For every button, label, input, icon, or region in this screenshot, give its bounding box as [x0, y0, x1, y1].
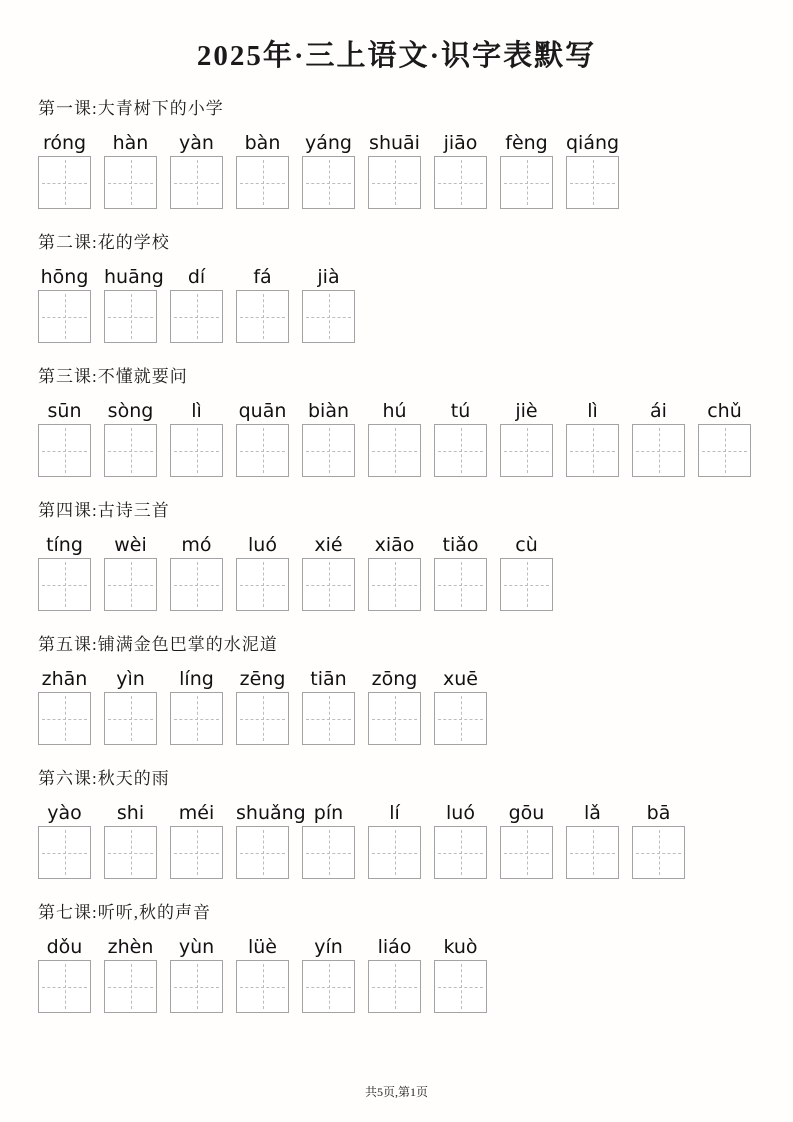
writing-grid-box	[104, 156, 157, 209]
pinyin-label: fá	[253, 266, 272, 289]
pinyin-label: róng	[42, 132, 87, 155]
character-cell	[170, 132, 223, 209]
writing-grid-box	[170, 826, 223, 879]
writing-grid-box	[170, 692, 223, 745]
writing-grid-box	[368, 424, 421, 477]
cell-row	[38, 534, 773, 611]
pinyin-label: yùn	[178, 936, 215, 959]
character-cell	[236, 802, 306, 879]
lesson-section	[38, 98, 773, 209]
writing-grid-box	[302, 826, 355, 879]
writing-grid-box	[38, 290, 91, 343]
cell-row	[38, 266, 773, 343]
pinyin-label: lí	[389, 802, 400, 825]
pinyin-label: méi	[178, 802, 215, 825]
lesson-section	[38, 500, 773, 611]
pinyin-label: xié	[314, 534, 343, 557]
character-cell	[170, 668, 223, 745]
writing-grid-box	[38, 156, 91, 209]
writing-grid-box	[38, 424, 91, 477]
pinyin-label: shuǎng	[236, 802, 306, 825]
pinyin-label: shi	[116, 802, 145, 825]
writing-grid-box	[368, 156, 421, 209]
character-cell	[368, 802, 421, 879]
character-cell	[236, 132, 289, 209]
character-cell	[302, 936, 355, 1013]
pinyin-label: hàn	[112, 132, 149, 155]
pinyin-label: wèi	[114, 534, 147, 557]
character-cell	[566, 400, 619, 477]
character-cell	[434, 400, 487, 477]
character-cell	[368, 534, 421, 611]
character-cell	[632, 400, 685, 477]
lesson-heading: 第四课:古诗三首	[38, 501, 170, 521]
character-cell	[236, 668, 289, 745]
lesson-heading: 第三课:不懂就要问	[38, 367, 188, 387]
character-cell	[38, 668, 91, 745]
writing-grid-box	[302, 424, 355, 477]
pinyin-label: hú	[382, 400, 407, 423]
writing-grid-box	[434, 558, 487, 611]
lesson-section	[38, 634, 773, 745]
lesson-heading: 第五课:铺满金色巴掌的水泥道	[38, 635, 278, 655]
writing-grid-box	[38, 960, 91, 1013]
writing-grid-box	[236, 692, 289, 745]
character-cell	[104, 132, 157, 209]
page-title: 2025年·三上语文·识字表默写	[196, 40, 597, 72]
character-cell	[302, 132, 355, 209]
writing-grid-box	[104, 826, 157, 879]
pinyin-label: yàn	[179, 132, 214, 155]
character-cell	[302, 668, 355, 745]
writing-grid-box	[38, 558, 91, 611]
writing-grid-box	[632, 424, 685, 477]
pinyin-label: huāng	[104, 266, 164, 289]
pinyin-label: mó	[181, 534, 212, 557]
character-cell	[104, 534, 157, 611]
pinyin-label: líng	[179, 668, 214, 691]
lesson-section	[38, 768, 773, 879]
character-cell	[38, 802, 91, 879]
character-cell	[236, 936, 289, 1013]
character-cell	[698, 400, 751, 477]
character-cell	[368, 936, 421, 1013]
character-cell	[434, 802, 487, 879]
lesson-section	[38, 232, 773, 343]
writing-grid-box	[368, 692, 421, 745]
character-cell	[38, 400, 91, 477]
writing-grid-box	[500, 558, 553, 611]
pinyin-label: jiè	[515, 400, 538, 423]
pinyin-label: tú	[450, 400, 471, 423]
writing-grid-box	[632, 826, 685, 879]
character-cell	[236, 266, 289, 343]
writing-grid-box	[104, 424, 157, 477]
pinyin-label: lǎ	[584, 802, 601, 825]
writing-grid-box	[566, 826, 619, 879]
pinyin-label: ái	[650, 400, 667, 423]
cell-row	[38, 936, 773, 1013]
pinyin-label: yín	[314, 936, 343, 959]
character-cell	[38, 266, 91, 343]
character-cell	[236, 534, 289, 611]
writing-grid-box	[368, 960, 421, 1013]
writing-grid-box	[236, 960, 289, 1013]
pinyin-label: qiáng	[566, 132, 620, 155]
pinyin-label: gōu	[508, 802, 545, 825]
writing-grid-box	[104, 558, 157, 611]
writing-grid-box	[236, 558, 289, 611]
sections-container	[0, 98, 793, 1013]
character-cell	[38, 936, 91, 1013]
pinyin-label: lì	[191, 400, 202, 423]
writing-grid-box	[170, 156, 223, 209]
pinyin-label: quān	[238, 400, 287, 423]
writing-grid-box	[434, 424, 487, 477]
pinyin-label: zōng	[371, 668, 418, 691]
pinyin-label: kuò	[443, 936, 478, 959]
writing-grid-box	[434, 960, 487, 1013]
writing-grid-box	[698, 424, 751, 477]
pinyin-label: yáng	[305, 132, 352, 155]
pinyin-label: zhān	[41, 668, 88, 691]
writing-grid-box	[566, 156, 619, 209]
pinyin-label: shuāi	[369, 132, 420, 155]
pinyin-label: zēng	[239, 668, 286, 691]
writing-grid-box	[236, 826, 289, 879]
pinyin-label: pín	[313, 802, 344, 825]
pinyin-label: tiān	[310, 668, 347, 691]
character-cell	[170, 802, 223, 879]
writing-grid-box	[104, 290, 157, 343]
pinyin-label: cù	[515, 534, 538, 557]
writing-grid-box	[236, 156, 289, 209]
pinyin-label: bā	[646, 802, 671, 825]
pinyin-label: tíng	[46, 534, 83, 557]
lesson-heading: 第一课:大青树下的小学	[38, 99, 224, 119]
writing-grid-box	[104, 960, 157, 1013]
character-cell	[632, 802, 685, 879]
pinyin-label: bàn	[244, 132, 281, 155]
character-cell	[170, 266, 223, 343]
writing-grid-box	[302, 156, 355, 209]
character-cell	[566, 802, 619, 879]
character-cell	[104, 802, 157, 879]
writing-grid-box	[170, 290, 223, 343]
lesson-section	[38, 902, 773, 1013]
writing-grid-box	[236, 290, 289, 343]
writing-grid-box	[434, 156, 487, 209]
writing-grid-box	[236, 424, 289, 477]
writing-grid-box	[104, 692, 157, 745]
character-cell	[38, 534, 91, 611]
pinyin-label: zhèn	[107, 936, 154, 959]
character-cell	[302, 400, 355, 477]
character-cell	[236, 400, 289, 477]
character-cell	[104, 400, 157, 477]
pinyin-label: luó	[248, 534, 277, 557]
writing-grid-box	[302, 558, 355, 611]
writing-grid-box	[38, 826, 91, 879]
cell-row	[38, 668, 773, 745]
character-cell	[104, 936, 157, 1013]
character-cell	[500, 802, 553, 879]
character-cell	[368, 668, 421, 745]
character-cell	[104, 668, 157, 745]
character-cell	[368, 400, 421, 477]
lesson-heading: 第六课:秋天的雨	[38, 769, 170, 789]
character-cell	[434, 936, 487, 1013]
pinyin-label: hōng	[40, 266, 89, 289]
pinyin-label: jià	[317, 266, 340, 289]
character-cell	[500, 400, 553, 477]
character-cell	[434, 534, 487, 611]
pinyin-label: chǔ	[707, 400, 742, 423]
writing-grid-box	[170, 960, 223, 1013]
writing-grid-box	[434, 692, 487, 745]
pinyin-label: yìn	[116, 668, 145, 691]
character-cell	[302, 534, 355, 611]
writing-grid-box	[368, 826, 421, 879]
pinyin-label: yào	[47, 802, 82, 825]
character-cell	[434, 668, 487, 745]
writing-grid-box	[170, 558, 223, 611]
writing-grid-box	[302, 960, 355, 1013]
pinyin-label: sūn	[47, 400, 82, 423]
pinyin-label: dí	[187, 266, 206, 289]
writing-grid-box	[566, 424, 619, 477]
cell-row	[38, 400, 773, 477]
pinyin-label: fèng	[505, 132, 548, 155]
writing-grid-box	[500, 826, 553, 879]
character-cell	[368, 132, 421, 209]
writing-grid-box	[368, 558, 421, 611]
character-cell	[170, 534, 223, 611]
character-cell	[566, 132, 619, 209]
pinyin-label: luó	[446, 802, 475, 825]
pinyin-label: liáo	[377, 936, 412, 959]
pinyin-label: xiāo	[374, 534, 415, 557]
lesson-section	[38, 366, 773, 477]
pinyin-label: lüè	[247, 936, 277, 959]
pinyin-label: sòng	[107, 400, 154, 423]
character-cell	[170, 936, 223, 1013]
character-cell	[302, 266, 355, 343]
cell-row	[38, 132, 773, 209]
character-cell	[170, 400, 223, 477]
writing-grid-box	[500, 156, 553, 209]
pinyin-label: xuē	[443, 668, 478, 691]
character-cell	[104, 266, 164, 343]
character-cell	[434, 132, 487, 209]
pinyin-label: biàn	[307, 400, 350, 423]
lesson-heading: 第二课:花的学校	[38, 233, 170, 253]
writing-grid-box	[302, 692, 355, 745]
cell-row	[38, 802, 773, 879]
writing-grid-box	[434, 826, 487, 879]
lesson-heading: 第七课:听听,秋的声音	[38, 903, 211, 923]
character-cell	[500, 132, 553, 209]
pinyin-label: tiǎo	[442, 534, 479, 557]
pinyin-label: lì	[587, 400, 598, 423]
writing-grid-box	[302, 290, 355, 343]
character-cell	[38, 132, 91, 209]
writing-grid-box	[38, 692, 91, 745]
writing-grid-box	[170, 424, 223, 477]
character-cell	[500, 534, 553, 611]
writing-grid-box	[500, 424, 553, 477]
page-footer: 共5页,第1页	[364, 1085, 428, 1099]
pinyin-label: dǒu	[46, 936, 83, 959]
character-cell	[302, 802, 355, 879]
pinyin-label: jiāo	[443, 132, 478, 155]
